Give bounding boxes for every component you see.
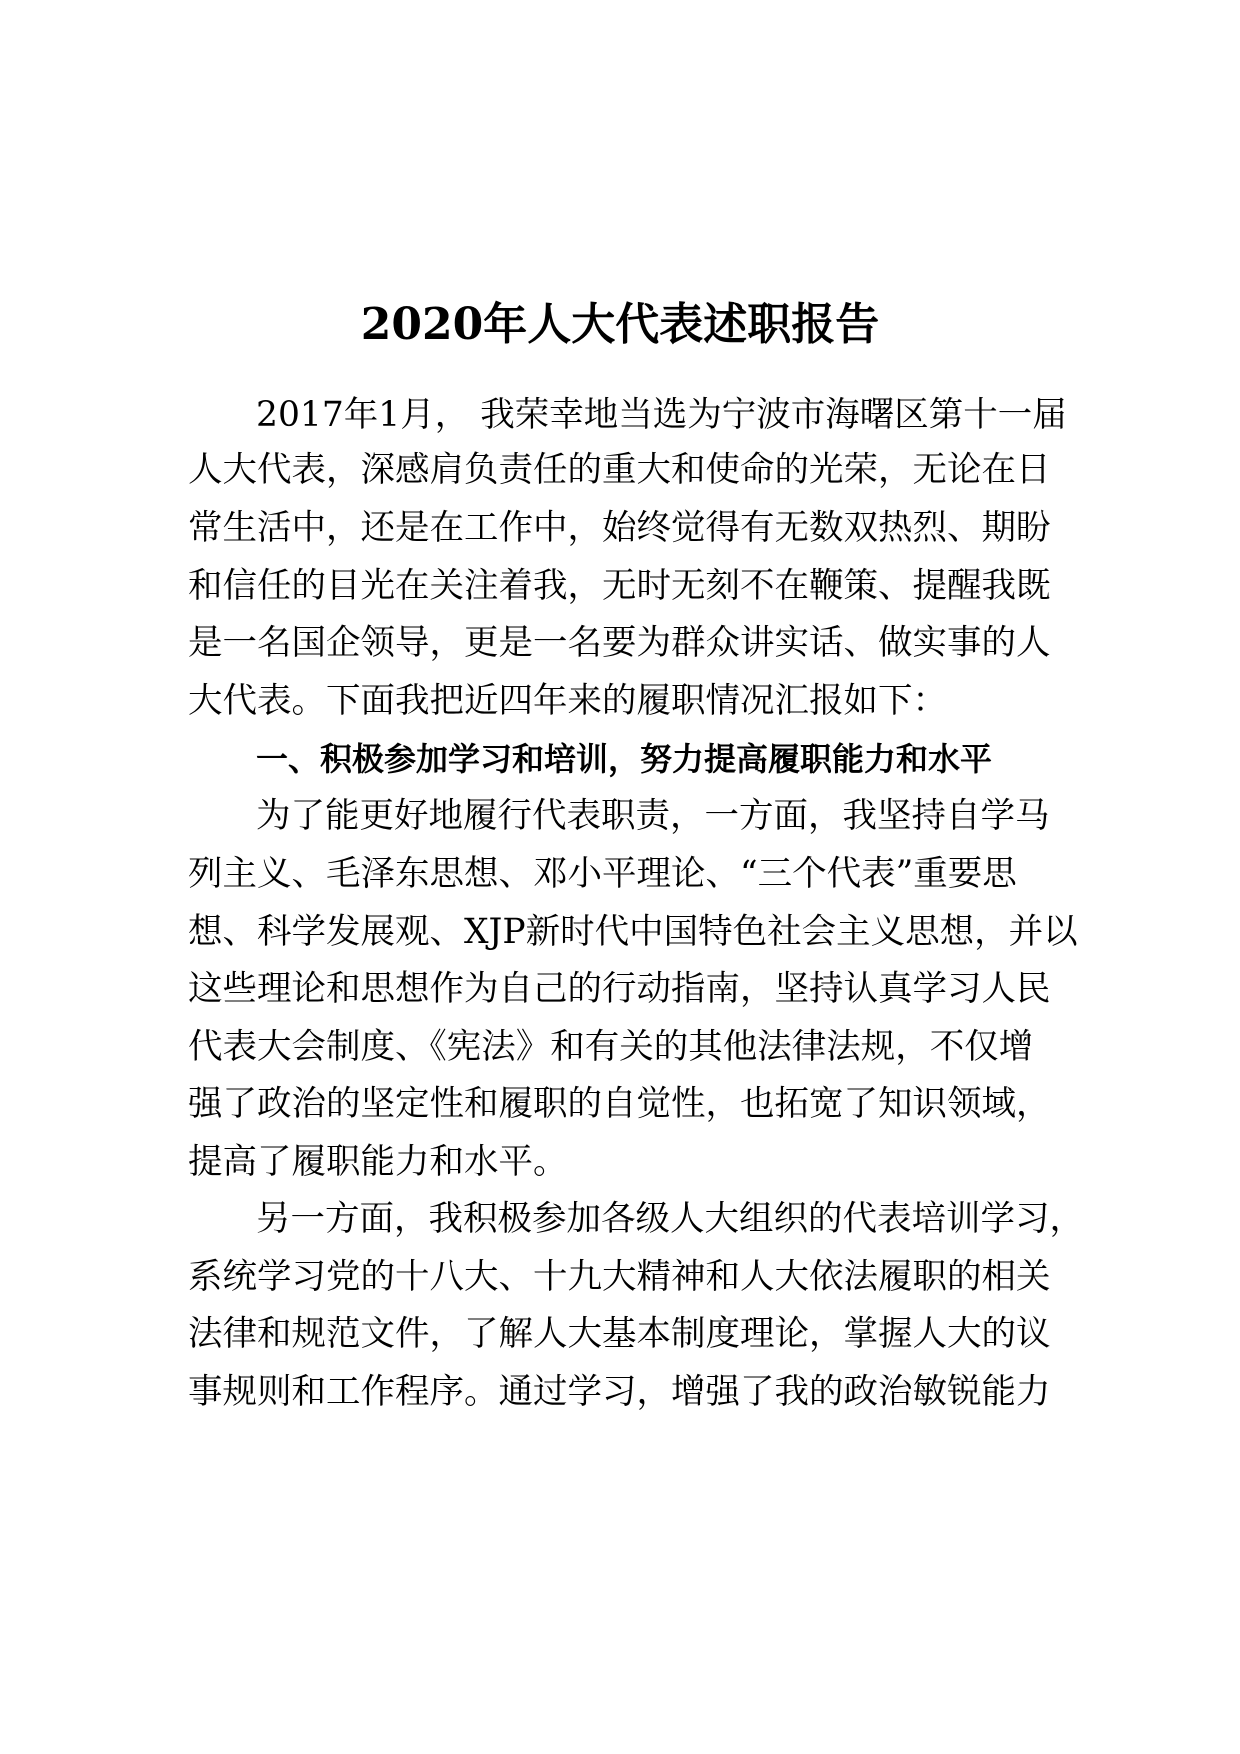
body-line: 法律和规范文件，了解人大基本制度理论，掌握人大的议	[188, 1314, 1051, 1354]
body-line: 2017年1月， 我荣幸地当选为宁波市海曙区第十一届	[256, 395, 1067, 435]
body-line: 常生活中，还是在工作中，始终觉得有无数双热烈、期盼	[188, 508, 1051, 548]
body-line: 是一名国企领导，更是一名要为群众讲实话、做实事的人	[188, 623, 1051, 663]
section-heading: 一、积极参加学习和培训，努力提高履职能力和水平	[256, 740, 993, 778]
body-line: 另一方面，我积极参加各级人大组织的代表培训学习，	[256, 1199, 1084, 1239]
body-line: 想、科学发展观、XJP新时代中国特色社会主义思想，并以	[188, 912, 1078, 952]
body-line: 人大代表，深感肩负责任的重大和使命的光荣，无论在日	[188, 450, 1051, 490]
body-line: 强了政治的坚定性和履职的自觉性，也拓宽了知识领域，	[188, 1084, 1051, 1124]
body-line: 和信任的目光在关注着我，无时无刻不在鞭策、提醒我既	[188, 566, 1051, 606]
body-line: 事规则和工作程序。通过学习，增强了我的政治敏锐能力	[188, 1372, 1051, 1412]
document-title: 2020年人大代表述职报告	[360, 299, 880, 350]
body-line: 为了能更好地履行代表职责，一方面，我坚持自学马	[256, 796, 1050, 836]
body-line: 提高了履职能力和水平。	[188, 1142, 568, 1182]
body-line: 列主义、毛泽东思想、邓小平理论、“三个代表”重要思	[188, 854, 1017, 894]
body-line: 系统学习党的十八大、十九大精神和人大依法履职的相关	[188, 1257, 1051, 1297]
body-line: 大代表。下面我把近四年来的履职情况汇报如下：	[188, 681, 947, 721]
body-line: 这些理论和思想作为自己的行动指南，坚持认真学习人民	[188, 969, 1051, 1009]
body-line: 代表大会制度、《宪法》和有关的其他法律法规，不仅增	[188, 1027, 1034, 1067]
